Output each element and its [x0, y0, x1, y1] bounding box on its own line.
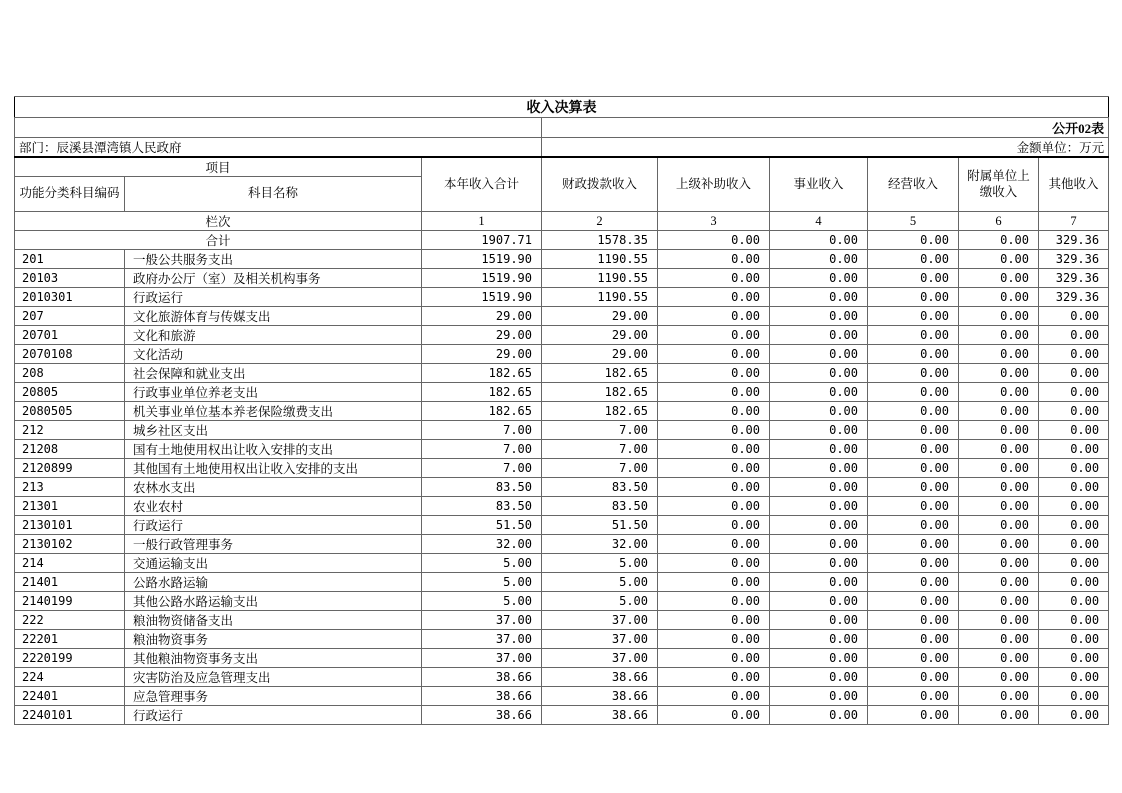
- function-code-cell: 20701: [15, 326, 125, 345]
- value-cell: 37.00: [542, 630, 658, 649]
- value-cell: 0.00: [1039, 573, 1109, 592]
- column-index: 7: [1039, 212, 1109, 231]
- subject-name-cell: 其他粮油物资事务支出: [125, 649, 422, 668]
- subject-name-cell: 行政事业单位养老支出: [125, 383, 422, 402]
- value-cell: 0.00: [658, 402, 770, 421]
- subject-name-cell: 城乡社区支出: [125, 421, 422, 440]
- subject-name-cell: 应急管理事务: [125, 687, 422, 706]
- function-code-cell: 222: [15, 611, 125, 630]
- function-code-cell: 213: [15, 478, 125, 497]
- value-cell: 0.00: [868, 269, 959, 288]
- value-cell: 5.00: [542, 573, 658, 592]
- table-row: [15, 592, 1109, 611]
- value-cell: 0.00: [959, 307, 1039, 326]
- value-cell: 0.00: [868, 497, 959, 516]
- value-cell: 0.00: [770, 478, 868, 497]
- value-cell: 0.00: [658, 231, 770, 250]
- value-cell: 0.00: [770, 554, 868, 573]
- value-cell: 29.00: [542, 307, 658, 326]
- column-header-fiscal-appropriation: 财政拨款收入: [542, 157, 658, 212]
- value-cell: 0.00: [770, 307, 868, 326]
- value-cell: 0.00: [658, 364, 770, 383]
- value-cell: 0.00: [770, 250, 868, 269]
- total-row: [15, 231, 1109, 250]
- value-cell: 0.00: [868, 345, 959, 364]
- empty-cell: [15, 118, 542, 138]
- table-row: [15, 459, 1109, 478]
- value-cell: 0.00: [770, 288, 868, 307]
- value-cell: 0.00: [868, 250, 959, 269]
- value-cell: 0.00: [1039, 307, 1109, 326]
- value-cell: 182.65: [542, 402, 658, 421]
- value-cell: 182.65: [422, 364, 542, 383]
- value-cell: 0.00: [658, 421, 770, 440]
- value-cell: 182.65: [422, 402, 542, 421]
- value-cell: 182.65: [542, 383, 658, 402]
- subject-name-cell: 国有土地使用权出让收入安排的支出: [125, 440, 422, 459]
- value-cell: 1190.55: [542, 288, 658, 307]
- column-header-subsidiary-remittance: 附属单位上缴收入: [959, 157, 1039, 212]
- header-group-row: [15, 157, 1109, 177]
- value-cell: 7.00: [542, 440, 658, 459]
- public-table-code-row: [15, 118, 1109, 138]
- value-cell: 7.00: [422, 459, 542, 478]
- value-cell: 182.65: [422, 383, 542, 402]
- value-cell: 51.50: [542, 516, 658, 535]
- value-cell: 29.00: [542, 326, 658, 345]
- value-cell: 0.00: [1039, 630, 1109, 649]
- value-cell: 0.00: [959, 459, 1039, 478]
- value-cell: 7.00: [542, 421, 658, 440]
- value-cell: 0.00: [868, 231, 959, 250]
- value-cell: 0.00: [658, 440, 770, 459]
- value-cell: 0.00: [658, 345, 770, 364]
- value-cell: 0.00: [658, 706, 770, 725]
- function-code-cell: 22401: [15, 687, 125, 706]
- value-cell: 83.50: [422, 497, 542, 516]
- value-cell: 0.00: [658, 516, 770, 535]
- value-cell: 38.66: [542, 687, 658, 706]
- value-cell: 0.00: [959, 326, 1039, 345]
- subject-name-cell: 其他公路水路运输支出: [125, 592, 422, 611]
- function-code-cell: 2010301: [15, 288, 125, 307]
- value-cell: 0.00: [868, 687, 959, 706]
- column-header-business-income: 经营收入: [868, 157, 959, 212]
- value-cell: 0.00: [868, 592, 959, 611]
- value-cell: 0.00: [658, 250, 770, 269]
- value-cell: 0.00: [868, 440, 959, 459]
- value-cell: 0.00: [658, 307, 770, 326]
- value-cell: 51.50: [422, 516, 542, 535]
- value-cell: 0.00: [959, 440, 1039, 459]
- value-cell: 0.00: [1039, 516, 1109, 535]
- function-code-cell: 21401: [15, 573, 125, 592]
- value-cell: 1519.90: [422, 250, 542, 269]
- value-cell: 0.00: [868, 535, 959, 554]
- table-row: [15, 497, 1109, 516]
- table-row: [15, 269, 1109, 288]
- value-cell: 0.00: [770, 630, 868, 649]
- department-label: 部门：辰溪县潭湾镇人民政府: [15, 138, 542, 158]
- column-index: 6: [959, 212, 1039, 231]
- value-cell: 0.00: [959, 231, 1039, 250]
- table-row: [15, 402, 1109, 421]
- value-cell: 37.00: [542, 611, 658, 630]
- subject-name-cell: 文化活动: [125, 345, 422, 364]
- value-cell: 0.00: [1039, 649, 1109, 668]
- value-cell: 1578.35: [542, 231, 658, 250]
- page-title: 收入决算表: [15, 97, 1109, 118]
- value-cell: 38.66: [542, 706, 658, 725]
- subject-name-cell: 文化旅游体育与传媒支出: [125, 307, 422, 326]
- value-cell: 5.00: [542, 592, 658, 611]
- value-cell: 0.00: [770, 326, 868, 345]
- value-cell: 38.66: [422, 706, 542, 725]
- table-row: [15, 611, 1109, 630]
- value-cell: 0.00: [1039, 535, 1109, 554]
- value-cell: 0.00: [1039, 459, 1109, 478]
- value-cell: 0.00: [1039, 706, 1109, 725]
- value-cell: 0.00: [770, 269, 868, 288]
- value-cell: 5.00: [422, 592, 542, 611]
- table-row: [15, 288, 1109, 307]
- value-cell: 0.00: [658, 554, 770, 573]
- table-row: [15, 250, 1109, 269]
- value-cell: 0.00: [959, 402, 1039, 421]
- table-body: [15, 231, 1109, 725]
- column-header-total-income: 本年收入合计: [422, 157, 542, 212]
- function-code-cell: 2130101: [15, 516, 125, 535]
- column-header-project: 项目: [15, 157, 422, 177]
- value-cell: 329.36: [1039, 288, 1109, 307]
- value-cell: 0.00: [770, 231, 868, 250]
- value-cell: 29.00: [422, 326, 542, 345]
- unit-label: 金额单位：万元: [542, 138, 1109, 158]
- value-cell: 32.00: [422, 535, 542, 554]
- value-cell: 32.00: [542, 535, 658, 554]
- column-header-other-income: 其他收入: [1039, 157, 1109, 212]
- value-cell: 0.00: [959, 611, 1039, 630]
- subject-name-cell: 灾害防治及应急管理支出: [125, 668, 422, 687]
- value-cell: 0.00: [770, 668, 868, 687]
- value-cell: 0.00: [658, 478, 770, 497]
- column-index: 5: [868, 212, 959, 231]
- value-cell: 0.00: [868, 288, 959, 307]
- function-code-cell: 214: [15, 554, 125, 573]
- value-cell: 0.00: [1039, 497, 1109, 516]
- value-cell: 0.00: [868, 706, 959, 725]
- value-cell: 0.00: [868, 478, 959, 497]
- value-cell: 0.00: [1039, 326, 1109, 345]
- table-row: [15, 630, 1109, 649]
- value-cell: 0.00: [1039, 402, 1109, 421]
- value-cell: 0.00: [959, 668, 1039, 687]
- value-cell: 0.00: [770, 706, 868, 725]
- value-cell: 0.00: [868, 573, 959, 592]
- value-cell: 0.00: [1039, 668, 1109, 687]
- value-cell: 0.00: [868, 326, 959, 345]
- value-cell: 0.00: [658, 535, 770, 554]
- column-index: 4: [770, 212, 868, 231]
- table-row: [15, 535, 1109, 554]
- value-cell: 5.00: [422, 554, 542, 573]
- table-row: [15, 421, 1109, 440]
- value-cell: 37.00: [422, 611, 542, 630]
- value-cell: 0.00: [868, 459, 959, 478]
- value-cell: 0.00: [770, 687, 868, 706]
- subject-name-cell: 机关事业单位基本养老保险缴费支出: [125, 402, 422, 421]
- value-cell: 0.00: [658, 649, 770, 668]
- function-code-cell: 2130102: [15, 535, 125, 554]
- row-index-label: 栏次: [15, 212, 422, 231]
- value-cell: 0.00: [868, 364, 959, 383]
- value-cell: 0.00: [959, 535, 1039, 554]
- value-cell: 1190.55: [542, 269, 658, 288]
- value-cell: 0.00: [658, 611, 770, 630]
- value-cell: 5.00: [542, 554, 658, 573]
- value-cell: 0.00: [770, 611, 868, 630]
- value-cell: 0.00: [1039, 440, 1109, 459]
- table-row: [15, 307, 1109, 326]
- value-cell: 0.00: [959, 288, 1039, 307]
- value-cell: 0.00: [770, 345, 868, 364]
- value-cell: 0.00: [770, 459, 868, 478]
- value-cell: 0.00: [1039, 687, 1109, 706]
- total-label-cell: 合计: [15, 231, 422, 250]
- value-cell: 37.00: [422, 649, 542, 668]
- function-code-cell: 207: [15, 307, 125, 326]
- table-row: [15, 345, 1109, 364]
- value-cell: 329.36: [1039, 231, 1109, 250]
- value-cell: 0.00: [658, 497, 770, 516]
- final-accounts-sheet: [14, 96, 1108, 725]
- revenue-final-accounts-table: [14, 96, 1109, 725]
- value-cell: 0.00: [959, 706, 1039, 725]
- function-code-cell: 21208: [15, 440, 125, 459]
- table-row: [15, 706, 1109, 725]
- table-row: [15, 649, 1109, 668]
- table-row: [15, 516, 1109, 535]
- function-code-cell: 208: [15, 364, 125, 383]
- value-cell: 0.00: [959, 592, 1039, 611]
- value-cell: 0.00: [770, 649, 868, 668]
- value-cell: 0.00: [959, 649, 1039, 668]
- value-cell: 0.00: [770, 402, 868, 421]
- value-cell: 0.00: [868, 649, 959, 668]
- value-cell: 37.00: [542, 649, 658, 668]
- value-cell: 0.00: [658, 592, 770, 611]
- value-cell: 0.00: [658, 269, 770, 288]
- value-cell: 1190.55: [542, 250, 658, 269]
- value-cell: 0.00: [1039, 383, 1109, 402]
- value-cell: 29.00: [542, 345, 658, 364]
- table-row: [15, 478, 1109, 497]
- subject-name-cell: 粮油物资事务: [125, 630, 422, 649]
- value-cell: 0.00: [959, 497, 1039, 516]
- subject-name-cell: 政府办公厅（室）及相关机构事务: [125, 269, 422, 288]
- value-cell: 0.00: [959, 478, 1039, 497]
- function-code-cell: 201: [15, 250, 125, 269]
- table-code-label: 公开02表: [542, 118, 1109, 138]
- value-cell: 0.00: [868, 554, 959, 573]
- value-cell: 0.00: [1039, 592, 1109, 611]
- value-cell: 0.00: [770, 497, 868, 516]
- subject-name-cell: 一般公共服务支出: [125, 250, 422, 269]
- function-code-cell: 2140199: [15, 592, 125, 611]
- value-cell: 0.00: [770, 440, 868, 459]
- value-cell: 38.66: [542, 668, 658, 687]
- function-code-cell: 2240101: [15, 706, 125, 725]
- column-header-subject-name: 科目名称: [125, 177, 422, 212]
- function-code-cell: 212: [15, 421, 125, 440]
- value-cell: 0.00: [959, 573, 1039, 592]
- value-cell: 0.00: [658, 288, 770, 307]
- table-row: [15, 687, 1109, 706]
- value-cell: 0.00: [959, 421, 1039, 440]
- value-cell: 0.00: [959, 250, 1039, 269]
- column-index: 2: [542, 212, 658, 231]
- title-row: [15, 97, 1109, 118]
- value-cell: 182.65: [542, 364, 658, 383]
- value-cell: 1519.90: [422, 269, 542, 288]
- table-row: [15, 440, 1109, 459]
- value-cell: 7.00: [542, 459, 658, 478]
- value-cell: 0.00: [770, 516, 868, 535]
- value-cell: 0.00: [868, 630, 959, 649]
- value-cell: 0.00: [1039, 478, 1109, 497]
- function-code-cell: 20103: [15, 269, 125, 288]
- department-row: [15, 138, 1109, 158]
- function-code-cell: 224: [15, 668, 125, 687]
- value-cell: 0.00: [868, 421, 959, 440]
- value-cell: 0.00: [658, 573, 770, 592]
- function-code-cell: 2220199: [15, 649, 125, 668]
- value-cell: 38.66: [422, 668, 542, 687]
- table-row: [15, 573, 1109, 592]
- table-row: [15, 326, 1109, 345]
- value-cell: 0.00: [868, 402, 959, 421]
- value-cell: 0.00: [959, 687, 1039, 706]
- value-cell: 7.00: [422, 440, 542, 459]
- value-cell: 0.00: [959, 345, 1039, 364]
- value-cell: 0.00: [959, 364, 1039, 383]
- value-cell: 0.00: [770, 592, 868, 611]
- subject-name-cell: 一般行政管理事务: [125, 535, 422, 554]
- value-cell: 0.00: [1039, 421, 1109, 440]
- value-cell: 37.00: [422, 630, 542, 649]
- value-cell: 0.00: [959, 630, 1039, 649]
- value-cell: 0.00: [1039, 611, 1109, 630]
- value-cell: 0.00: [770, 383, 868, 402]
- subject-name-cell: 行政运行: [125, 706, 422, 725]
- value-cell: 0.00: [868, 516, 959, 535]
- subject-name-cell: 交通运输支出: [125, 554, 422, 573]
- value-cell: 5.00: [422, 573, 542, 592]
- value-cell: 0.00: [658, 383, 770, 402]
- function-code-cell: 20805: [15, 383, 125, 402]
- value-cell: 0.00: [868, 383, 959, 402]
- value-cell: 83.50: [542, 497, 658, 516]
- value-cell: 0.00: [1039, 364, 1109, 383]
- value-cell: 0.00: [868, 668, 959, 687]
- subject-name-cell: 行政运行: [125, 288, 422, 307]
- value-cell: 329.36: [1039, 250, 1109, 269]
- subject-name-cell: 公路水路运输: [125, 573, 422, 592]
- value-cell: 83.50: [422, 478, 542, 497]
- value-cell: 0.00: [658, 326, 770, 345]
- value-cell: 38.66: [422, 687, 542, 706]
- subject-name-cell: 农林水支出: [125, 478, 422, 497]
- subject-name-cell: 行政运行: [125, 516, 422, 535]
- value-cell: 0.00: [770, 573, 868, 592]
- value-cell: 329.36: [1039, 269, 1109, 288]
- subject-name-cell: 粮油物资储备支出: [125, 611, 422, 630]
- value-cell: 29.00: [422, 307, 542, 326]
- value-cell: 0.00: [1039, 554, 1109, 573]
- column-header-operating-income: 事业收入: [770, 157, 868, 212]
- column-header-function-code: 功能分类科目编码: [15, 177, 125, 212]
- value-cell: 0.00: [658, 668, 770, 687]
- value-cell: 0.00: [959, 269, 1039, 288]
- value-cell: 0.00: [658, 459, 770, 478]
- table-row: [15, 364, 1109, 383]
- value-cell: 0.00: [658, 630, 770, 649]
- subject-name-cell: 农业农村: [125, 497, 422, 516]
- value-cell: 0.00: [770, 535, 868, 554]
- column-index: 3: [658, 212, 770, 231]
- value-cell: 0.00: [1039, 345, 1109, 364]
- subject-name-cell: 社会保障和就业支出: [125, 364, 422, 383]
- function-code-cell: 2080505: [15, 402, 125, 421]
- table-row: [15, 383, 1109, 402]
- value-cell: 0.00: [868, 307, 959, 326]
- table-row: [15, 554, 1109, 573]
- table-row: [15, 668, 1109, 687]
- column-index: 1: [422, 212, 542, 231]
- function-code-cell: 22201: [15, 630, 125, 649]
- value-cell: 1907.71: [422, 231, 542, 250]
- value-cell: 0.00: [868, 611, 959, 630]
- subject-name-cell: 其他国有土地使用权出让收入安排的支出: [125, 459, 422, 478]
- value-cell: 29.00: [422, 345, 542, 364]
- subject-name-cell: 文化和旅游: [125, 326, 422, 345]
- value-cell: 0.00: [959, 516, 1039, 535]
- column-index-row: [15, 212, 1109, 231]
- value-cell: 0.00: [770, 364, 868, 383]
- value-cell: 0.00: [959, 383, 1039, 402]
- value-cell: 0.00: [658, 687, 770, 706]
- value-cell: 1519.90: [422, 288, 542, 307]
- value-cell: 83.50: [542, 478, 658, 497]
- value-cell: 0.00: [770, 421, 868, 440]
- function-code-cell: 2070108: [15, 345, 125, 364]
- function-code-cell: 21301: [15, 497, 125, 516]
- value-cell: 0.00: [959, 554, 1039, 573]
- column-header-superior-subsidy: 上级补助收入: [658, 157, 770, 212]
- value-cell: 7.00: [422, 421, 542, 440]
- function-code-cell: 2120899: [15, 459, 125, 478]
